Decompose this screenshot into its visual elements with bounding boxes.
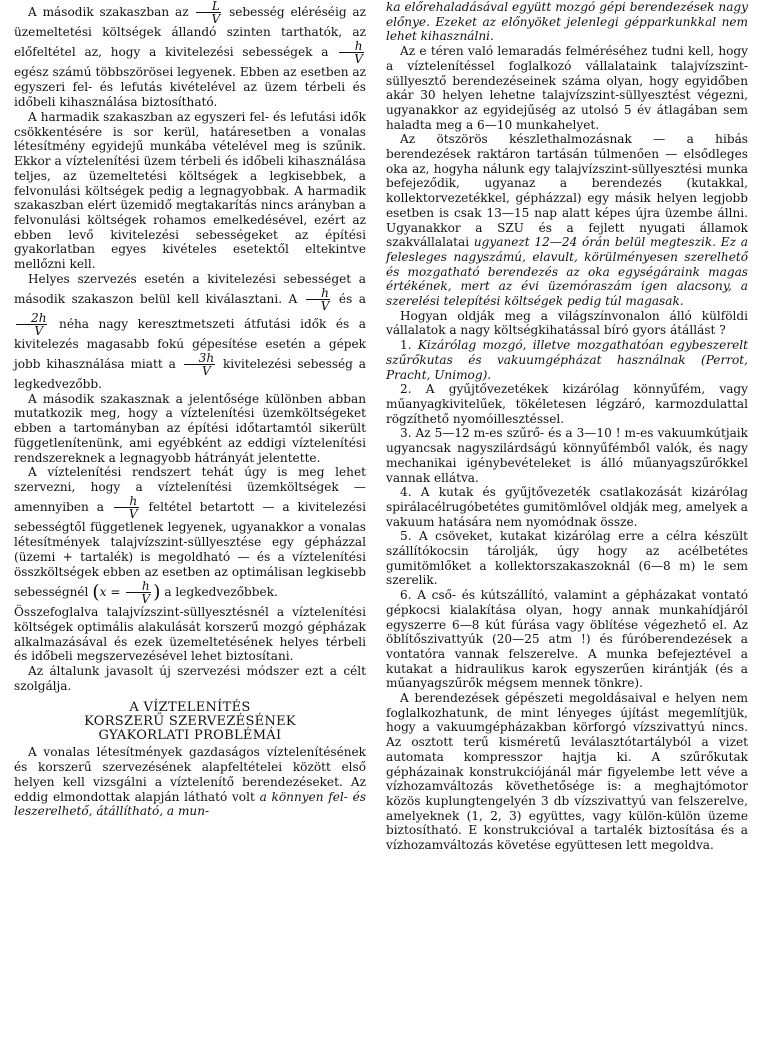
fraction-l-over-v: $\frac{L}{V}$ <box>196 0 221 25</box>
paragraph-stock-accumulation: Az ötszörös készlethalmozásnak — a hibás berendezések raktáron tartásán túlmenően — elsődleges oka az, hogyha nálunk egy talajvízszint-süllyesztési munka befejeződik, ugyanaz a berendezés (kutakkal, kollektorvezetékkel, gépházzal) egy másik helyen legjobb esetben is csak 13—15 nap alatt képes újra üzembe állni. Ugyanakkor a SZU és a fejlett nyugati államok szakvállalatai ugyanezt 12—24 órán belül megteszik. Ez a felesleges nagyszámú, elavult, körülményesen szerelhető és mozgatható berendezés az oka egységáraink magas értékének, mert az évi üzemóraszám igen alacsony, a szerelési telepítési költségek pedig túl magasak. <box>386 132 748 309</box>
list-item-4: 4. A kutak és gyűjtővezeték csatlakozását kizárólag spirálacélrugóbetétes gumitömlővel oldják meg, amelyek a vakuum hatására nem nyomódnak össze. <box>386 485 748 529</box>
paragraph-mechanical-solutions: A berendezések gépészeti megoldásaival e helyen nem foglalkozhatunk, de mint lényeges újítást megemlítjük, hogy a vakuumgépházakban körforgó vízszivattyú nincs. Az osztott terű kisméretű leválasztótartályból a vizet automata kompresszor hajtja ki. A szűrőkutak gépházainak konstrukciójánál már figyelembe lett véve a vízhozamváltozás követhetősége is: a meghajtómotor közös kuplungtengelyén 3 db vízszivattyú van felszerelve, amelyeknek (1, 2, 3) együttes, vagy külön-külön üzeme biztosítható. E konstrukcióval a tartalék biztosítása és a vízhozamváltozás követése együttesen lett megoldva. <box>386 691 748 853</box>
paragraph-summary: Összefoglalva talajvízszint-süllyesztésnél a víztelenítési költségek optimális alakulását korszerű mozgó gépházak alkalmazásával és ezek üzemeltetésének helyes térbeli és időbeli megszervezésével lehet biztosítani. <box>14 605 366 664</box>
paragraph-section-intro: A vonalas létesítmények gazdaságos víztelenítésének és korszerű szervezésének alapfeltételei között első helyen kell vizsgálni a víztelenítő berendezéseket. Az eddig elmondottak alapján látható volt a könnyen fel- és leszerelhető, átállítható, a mun- <box>14 745 366 819</box>
fraction-h-over-v: $\frac{h}{V}$ <box>339 40 364 65</box>
fraction-3h-over-v: $\frac{3h}{V}$ <box>184 352 215 377</box>
paragraph-question: Hogyan oldják meg a világszínvonalon álló külföldi vállalatok a nagy költségkihatással bíró gyors átállást ? <box>386 308 748 338</box>
paragraph-third-stage: A harmadik szakaszban az egyszeri fel- és lefutási idők csökkentésére is sor kerül, határesetben a vonalas létesítmény egyidejű munkába vételével meg is szűnik. Ekkor a víztelenítési üzem térbeli és időbeli kihasználása teljes, az üzemeltetési költségek a legkisebbek, a felvonulási költségek pedig a legnagyobbak. A harmadik szakaszban elért üzemidő megtakarítás nincs arányban a felvonulási költségek rohamos emelkedésével, ezért az ebben levő kivitelezési sebességeket az építési gyakorlatban egyes kivételes esetektől eltekintve mellőzni kell. <box>14 110 366 272</box>
fraction-h-over-v: $\frac{h}{V}$ <box>306 287 331 312</box>
list-item-5: 5. A csöveket, kutakat kizárólag erre a célra készült szállítókocsin tárolják, úgy hogy az acélbetétes gumitömlőket a kollektorszakaszoknál (6—8 m) le sem szerelik. <box>386 529 748 588</box>
fraction-2h-over-v: $\frac{2h}{V}$ <box>16 312 47 337</box>
paragraph-backlog: Az e téren való lemaradás felméréséhez tudni kell, hogy a víztelenítéssel foglalkozó vállalataink talajvízszint-süllyesztő berendezéseinek száma olyan, hogy egyidőben akár 30 helyen lehetne talajvízszint-süllyesztést végezni, ugyanakkor az egyidejűség az utolsó 5 év átlagában sem haladta meg a 6—10 munkahelyet. <box>386 44 748 132</box>
list-item-2: 2. A gyűjtővezetékek kizárólag könnyűfém, vagy műanyagkivitelűek, tökéletesen légzáró, karmozdulattal rögzíthető nyomóillesztéssel. <box>386 382 748 426</box>
paragraph-organization: A víztelenítési rendszert tehát úgy is meg lehet szervezni, hogy a víztelenítési üzemköltségek — amennyiben a $\frac{h}{V}$ feltétel betartott — a kivitelezési sebességtől függetlenek legyenek, ugyanakkor a vonalas létesítmények talajvízszint-süllyesztése egy gépházzal (üzemi + tartalék) is megoldható — és a víztelenítési összköltségek ebben az esetben az optimálisan legkisebb sebességnél (x = $\frac{h}{V}$ ) a legkedvezőbbek. <box>14 465 366 607</box>
equation-x: x = <box>99 585 121 600</box>
fraction-h-over-v: $\frac{h}{V}$ <box>126 580 151 605</box>
right-column <box>386 0 748 853</box>
fraction-h-over-v: $\frac{h}{V}$ <box>114 495 139 520</box>
paragraph-continuation: ka előrehaladásával együtt mozgó gépi berendezések nagy előnye. Ezeket az előnyöket jelenlegi gépparkunkkal nem lehet kihasználni. <box>386 0 748 44</box>
list-item-6: 6. A cső- és kútszállító, valamint a gépházakat vontató gépkocsi kialakítása olyan, hogy annak munkahídjáról egyszerre 6—8 kút fúrása vagy öblítése végezhető el. Az öblítőszivattyúk (20—25 atm !) és fúróberendezések a vontatóra vannak felszerelve. A munka befejeztével a kutakat a hidraulikus karok egyszerűen kirántják (és a műanyagszűrők mégsem mennek tönkre). <box>386 588 748 691</box>
list-item-3: 3. Az 5—12 m-es szűrő- és a 3—10 ! m-es vakuumkútjaik ugyancsak nagyszilárdságú könnyűfémből valók, és nagy mechanikai igénybevételeket is álló műanyagszűrőkkel vannak ellátva. <box>386 426 748 485</box>
paragraph-proposed-method: Az általunk javasolt új szervezési módszer ezt a célt szolgálja. <box>14 664 366 693</box>
paragraph-second-stage-significance: A második szakasznak a jelentősége különben abban mutatkozik meg, hogy a víztelenítési üzemköltségeket ebben a tartományban az építési időtartamtól sikerült függetlenítenünk, ami egyébként az eddigi víztelenítési rendszereknek a legnagyobb hátrányát jelentette. <box>14 391 366 465</box>
list-item-1: 1. Kizárólag mozgó, illetve mozgathatóan egybeszerelt szűrőkutas és vakuumgépházat használnak (Perrot, Pracht, Unimog). <box>386 338 748 382</box>
section-heading: A VÍZTELENÍTÉS KORSZERŰ SZERVEZÉSÉNEK GYAKORLATI PROBLÉMÁI <box>84 700 296 744</box>
left-column <box>14 0 366 819</box>
paragraph-speed-selection: Helyes szervezés esetén a kivitelezési sebességet a második szakaszon belül kell kiválasztani. A $\frac{h}{V}$ és a $\frac{2h}{V}$ néha nagy keresztmetszeti átfutási idők és a kivitelezés magasabb fokú gépesítése esetén a gépek jobb kihasználása miatt a $\frac{3h}{V}$ kivitelezési sebesség a legkedvezőbb. <box>14 271 366 391</box>
paragraph-second-stage: A második szakaszban az $\frac{L}{V}$ sebesség eléréséig az üzemeltetési költségek állandó szinten tarthatók, az előfeltétel az, hogy a kivitelezési sebességek a $\frac{h}{V}$ egész számú többszörösei legyenek. Ebben az esetben az egyszeri fel- és lefutás kivételével az üzem térbeli és időbeli kihasználása biztosítható. <box>14 0 366 109</box>
